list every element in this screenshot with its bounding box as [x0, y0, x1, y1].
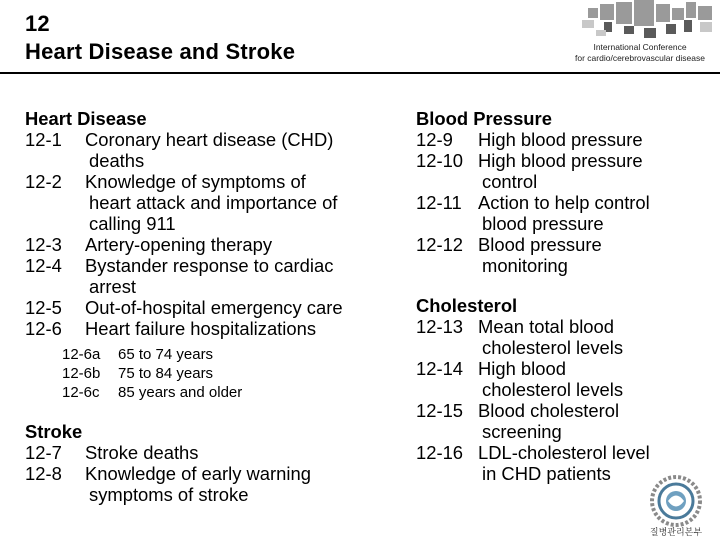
item-text: Blood pressure: [478, 234, 602, 255]
list-item: [416, 129, 716, 150]
item-text: High blood pressure: [478, 129, 643, 150]
item-text-cont: heart attack and importance of: [89, 192, 338, 213]
sub-item-number: 12-6c: [62, 384, 100, 401]
item-number: 12-9: [416, 129, 453, 150]
item-number: 12-2: [25, 171, 62, 192]
item-text: LDL-cholesterol level: [478, 442, 650, 463]
item-text-cont: cholesterol levels: [482, 379, 624, 400]
item-text: Stroke deaths: [85, 442, 199, 463]
item-text-cont: screening: [482, 421, 562, 442]
item-text-cont: arrest: [89, 276, 137, 297]
item-text: Action to help control: [478, 192, 650, 213]
list-item: [25, 318, 405, 339]
title-divider: [0, 72, 720, 74]
item-text: Knowledge of early warning: [85, 463, 311, 484]
seal-caption: 질병관리본부: [649, 527, 703, 537]
list-item: [416, 358, 716, 400]
item-text-cont: symptoms of stroke: [89, 484, 249, 505]
item-text-cont: deaths: [89, 150, 145, 171]
item-number: 12-11: [416, 192, 462, 213]
item-text-cont: monitoring: [482, 255, 568, 276]
list-item: [416, 400, 716, 442]
list-item: [25, 255, 405, 297]
title-text: Heart Disease and Stroke: [25, 39, 296, 64]
slide-title: [25, 10, 295, 66]
list-item: [25, 442, 405, 463]
item-text-cont: control: [482, 171, 538, 192]
sub-item: [25, 364, 405, 383]
item-number: 12-1: [25, 129, 62, 150]
item-number: 12-10: [416, 150, 464, 171]
title-number: 12: [25, 11, 50, 36]
item-text-cont: cholesterol levels: [482, 337, 624, 358]
item-text: High blood pressure: [478, 150, 643, 171]
item-text: Mean total blood: [478, 316, 614, 337]
item-number: 12-6: [25, 318, 62, 339]
sub-item-number: 12-6a: [62, 346, 101, 363]
item-number: 12-3: [25, 234, 62, 255]
list-item: [416, 150, 716, 192]
item-text: Bystander response to cardiac: [85, 255, 334, 276]
sub-item-text: 85 years and older: [118, 384, 243, 401]
list-item: [25, 171, 405, 234]
blood-pressure-heading: Blood Pressure: [416, 108, 552, 129]
item-text: Blood cholesterol: [478, 400, 620, 421]
seal-logo-icon: [646, 474, 706, 528]
list-item: [416, 316, 716, 358]
item-number: 12-12: [416, 234, 464, 255]
sub-item: [25, 383, 405, 402]
item-number: 12-7: [25, 442, 62, 463]
sub-item-text: 65 to 74 years: [118, 346, 214, 363]
list-item: [25, 234, 405, 255]
item-number: 12-15: [416, 400, 464, 421]
item-number: 12-14: [416, 358, 464, 379]
item-text-cont: in CHD patients: [482, 463, 611, 484]
cholesterol-heading: Cholesterol: [416, 295, 518, 316]
conference-line-1: International Conference: [593, 42, 687, 52]
item-number: 12-5: [25, 297, 62, 318]
item-text: Out-of-hospital emergency care: [85, 297, 343, 318]
item-text: Coronary heart disease (CHD): [85, 129, 334, 150]
conference-caption: [560, 42, 720, 64]
conference-line-2: for cardio/cerebrovascular disease: [575, 53, 705, 63]
item-number: 12-13: [416, 316, 464, 337]
list-item: [416, 192, 716, 234]
heart-disease-heading: Heart Disease: [25, 108, 147, 129]
right-column: [416, 108, 716, 484]
item-number: 12-16: [416, 442, 464, 463]
sub-item: [25, 345, 405, 364]
item-text-cont: blood pressure: [482, 213, 604, 234]
item-number: 12-8: [25, 463, 62, 484]
sub-item-number: 12-6b: [62, 365, 101, 382]
item-text: Knowledge of symptoms of: [85, 171, 306, 192]
item-number: 12-4: [25, 255, 62, 276]
left-column: [25, 108, 405, 505]
list-item: [25, 297, 405, 318]
list-item: [25, 129, 405, 171]
item-text: Heart failure hospitalizations: [85, 318, 317, 339]
list-item: [25, 463, 405, 505]
sub-item-text: 75 to 84 years: [118, 365, 214, 382]
item-text-cont: calling 911: [89, 213, 176, 234]
list-item: [416, 234, 716, 276]
item-text: High blood: [478, 358, 566, 379]
stroke-heading: Stroke: [25, 421, 83, 442]
item-text: Artery-opening therapy: [85, 234, 273, 255]
